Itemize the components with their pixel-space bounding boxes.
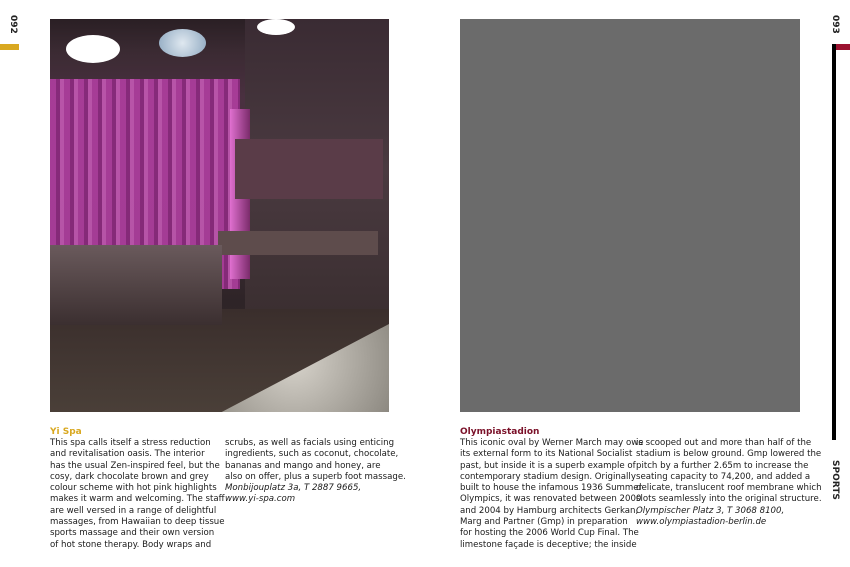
text-line: has the usual Zen-inspired feel, but the [50,460,220,471]
text-line: is scooped out and more than half of the [636,438,812,448]
text-line: pitch by a further 2.65m to increase the [636,460,809,471]
section-line [832,44,836,440]
text-line: Marg and Partner (Gmp) in preparation [460,517,628,528]
text-line: stadium is below ground. Gmp lowered the [636,449,822,460]
text-line: and revitalisation oasis. The interior [50,449,205,460]
website-link[interactable]: www.olympiastadion-berlin.de [636,517,767,528]
text-line: its external form to its National Socialist [460,449,633,460]
yi-spa-col1 [50,438,225,551]
text-line: delicate, translucent roof membrane which [636,483,822,494]
text-line: This iconic oval by Werner March may owe [460,438,644,448]
text-line: makes it warm and welcoming. The staff [50,494,225,505]
text-line: and 2004 by Hamburg architects Gerkan, [460,505,639,516]
text-line: also on offer, plus a superb foot massage. [225,471,406,482]
accent-bar-left [0,44,19,50]
text-line: past, but inside it is a superb example of [460,460,636,471]
address: Monbijouplatz 3a, T 2887 9665, [225,483,362,494]
text-line: slots seamlessly into the original structure. [636,494,822,505]
text-line: contemporary stadium design. Originally [460,471,636,482]
text-line: seating capacity to 74,200, and added a [636,471,811,482]
text-line: ingredients, such as coconut, chocolate, [225,449,399,460]
text-line: of hot stone therapy. Body wraps and [50,539,212,550]
text-line: scrubs, as well as facials using enticing [225,438,395,448]
text-line: for hosting the 2006 World Cup Final. The [460,528,639,539]
text-line: cosy, dark chocolate brown and grey [50,471,209,482]
stadium-photo-placeholder [460,19,800,412]
text-line: are well versed in a range of delightful [50,505,217,516]
yi-spa-col2 [225,438,406,506]
olympiastadion-col1 [460,438,644,551]
olympiastadion-col2 [636,438,822,528]
page-number-right: 093 [830,15,840,34]
text-line: limestone façade is deceptive; the inside [460,539,637,550]
address: Olympischer Platz 3, T 3068 8100, [636,505,785,516]
section-label: SPORTS [830,460,840,500]
text-line: Olympics, it was renovated between 2000 [460,494,642,505]
spa-photo [50,19,389,412]
text-line: sports massage and their own version [50,528,215,539]
text-line: colour scheme with hot pink highlights [50,483,217,494]
website-link[interactable]: www.yi-spa.com [225,494,296,505]
olympiastadion-heading: Olympiastadion [460,427,540,437]
yi-spa-heading: Yi Spa [50,427,82,437]
text-line: bananas and mango and honey, are [225,460,381,471]
text-line: built to house the infamous 1936 Summer [460,483,643,494]
text-line: massages, from Hawaiian to deep tissue [50,517,225,528]
page-number-left: 092 [8,15,18,34]
text-line: This spa calls itself a stress reduction [50,438,211,448]
